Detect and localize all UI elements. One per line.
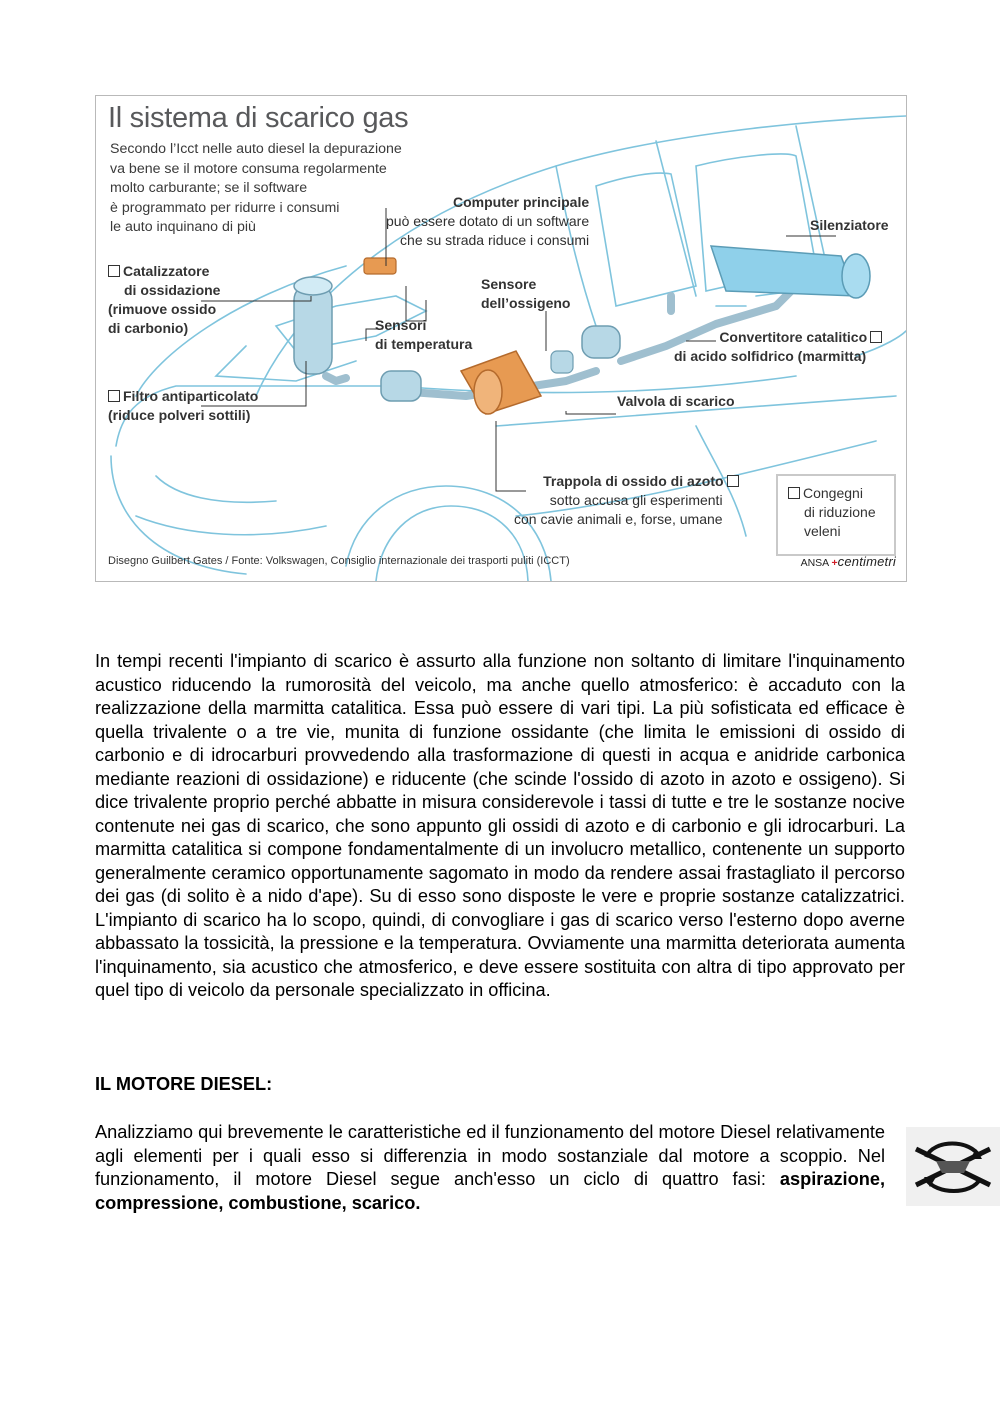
device-marker-icon	[788, 487, 800, 499]
rotation-cross-icon	[906, 1127, 1000, 1206]
device-marker-icon	[108, 390, 120, 402]
label-trappola	[514, 472, 739, 529]
label-title: Sensori	[375, 317, 427, 333]
label-title: Trappola di ossido di azoto	[543, 473, 724, 489]
label-title: Sensore	[481, 276, 537, 292]
label-title: Convertitore catalitico	[719, 329, 868, 345]
brand-name: centimetri	[837, 554, 896, 569]
label-desc: (rimuove ossido	[108, 301, 217, 317]
intro-line: molto carburante; se il software	[110, 180, 308, 197]
label-title: di temperatura	[375, 336, 473, 352]
figure-title: Il sistema di scarico gas	[108, 102, 409, 134]
label-filtro	[108, 387, 258, 425]
diesel-cycle-icon	[906, 1127, 1000, 1206]
label-title: Valvola di scarico	[617, 393, 735, 409]
exhaust-system-infographic	[95, 95, 907, 582]
label-valvola	[617, 392, 735, 411]
paragraph-motore-diesel	[95, 1121, 885, 1215]
label-desc: sotto accusa gli esperimenti	[549, 492, 723, 508]
label-catalizzatore	[108, 262, 220, 338]
intro-line: è programmato per ridurre i consumi	[110, 199, 340, 216]
label-title: Silenziatore	[810, 217, 889, 233]
label-computer-principale	[386, 193, 589, 250]
intro-line: le auto inquinano di più	[110, 219, 256, 236]
ansa-centimetri-logo	[801, 554, 896, 569]
paragraph-text: Analizziamo qui brevemente le caratteristiche ed il funzionamento del motore Diesel relativamente agli elementi per i quali esso si differenzia in modo sostanziale dal motore a scoppio. Nel funzionamento, il motore Diesel segue anch'esso un ciclo di quattro fasi:	[95, 1122, 885, 1189]
label-sensore-ossigeno	[481, 275, 570, 313]
label-title: di ossidazione	[124, 282, 221, 298]
label-title: Catalizzatore	[123, 263, 210, 279]
label-desc: di carbonio)	[108, 320, 189, 336]
figure-credit: Disegno Guilbert Gates / Fonte: Volkswagen, Consiglio internazionale dei trasporti puliti (ICCT)	[108, 555, 570, 567]
device-marker-icon	[870, 331, 882, 343]
intro-line: Secondo l’Icct nelle auto diesel la depurazione	[110, 141, 402, 157]
legend-line: veleni	[804, 523, 841, 539]
section-heading: IL MOTORE DIESEL:	[95, 1074, 273, 1094]
label-desc: può essere dotato di un software	[386, 213, 590, 229]
label-sensori-temperatura	[375, 316, 472, 354]
label-desc: che su strada riduce i consumi	[400, 232, 590, 248]
legend-line: di riduzione	[804, 504, 876, 520]
paragraph-bold-phases: aspirazione, compressione, combustione, scarico.	[95, 1169, 885, 1213]
figure-legend	[776, 474, 896, 556]
label-title: Computer principale	[453, 194, 590, 210]
label-title: di acido solfidrico (marmitta)	[674, 348, 867, 364]
device-marker-icon	[727, 475, 739, 487]
brand-plus: +	[831, 557, 838, 569]
label-desc: (riduce polveri sottili)	[108, 407, 251, 423]
brand-ansa: ANSA	[800, 557, 829, 569]
label-desc: con cavie animali e, forse, umane	[514, 511, 723, 527]
label-silenziatore	[810, 216, 889, 235]
paragraph-marmitta: In tempi recenti l'impianto di scarico è assurto alla funzione non soltanto di limitare l'inquinamento acustico riducendo la rumorosità del veicolo, ma anche quello atmosferico: è accaduto con la realizzazione della marmitta catalitica. Essa può essere di vari tipi. La più sofisticata ed efficace è quella trivalente o a tre vie, munita di funzione ossidante (che limita le emissioni di ossido di carbonio e di idrocarburi provvedendo alla trasformazione di questi in acqua e anidride carbonica mediante reazioni di ossidazione) e riducente (che scinde l'ossido di azoto in azoto e ossigeno). Si dice trivalente proprio perché abbatte in misura considerevole i tassi di tutte e tre le sostanze nocive contenute nei gas di scarico, che sono appunto gli ossidi di azoto e di carbonio e gli idrocarburi. La marmitta catalitica si compone fondamentalmente di un involucro metallico, contenente un supporto generalmente ceramico opportunamente sagomato in modo da rendere assai frastagliato il percorso dei gas (di solito è a nido d'ape). Su di esso sono disposte le vere e proprie sostanze catalizzatrici. L'impianto di scarico ha lo scopo, quindi, di convogliare i gas di scarico verso l'esterno dopo averne abbassato la tossicità, la pressione e la temperatura. Ovviamente una marmitta deteriorata aumenta l'inquinamento, sia acustico che atmosferico, e deve essere sostituita con altra di tipo approvato per quel tipo di veicolo da personale specializzato in officina.	[95, 651, 905, 1000]
intro-line: va bene se il motore consuma regolarmente	[110, 160, 387, 177]
device-marker-icon	[108, 265, 120, 277]
label-title: Filtro antiparticolato	[123, 388, 259, 404]
label-title: dell’ossigeno	[481, 295, 571, 311]
figure-intro	[110, 140, 402, 238]
label-convertitore	[674, 328, 882, 366]
legend-line: Congegni	[803, 485, 863, 501]
